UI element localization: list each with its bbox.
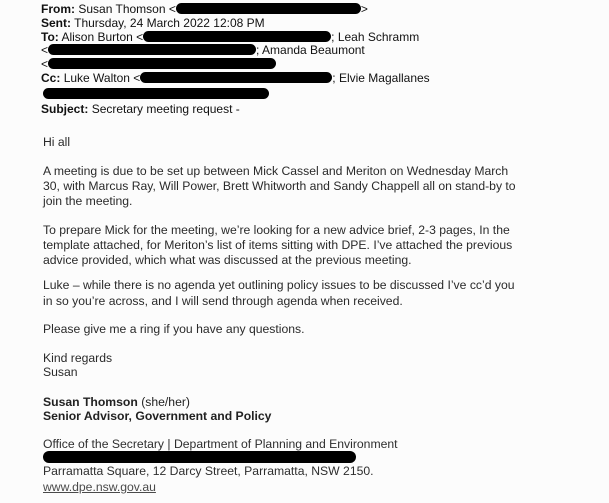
from-line bbox=[41, 3, 368, 15]
redaction-bar bbox=[43, 451, 356, 463]
signature-name-line bbox=[43, 396, 190, 408]
to-line2-open: < bbox=[41, 43, 49, 57]
subject-line bbox=[41, 103, 240, 115]
body-paragraph-line: in so you’re across, and I will send through agenda when received. bbox=[43, 294, 403, 308]
body-paragraph-line: advice provided, which what was discussed at the previous meeting. bbox=[43, 253, 412, 267]
redaction-bar bbox=[43, 88, 269, 99]
signature-address: Parramatta Square, 12 Darcy Street, Parramatta, NSW 2150. bbox=[43, 464, 374, 478]
signature-org: Office of the Secretary | Department of Planning and Environment bbox=[43, 437, 398, 451]
body-paragraph-line: join the meeting. bbox=[43, 194, 133, 208]
redaction-bar bbox=[176, 3, 361, 14]
to-line2-tail: ; Amanda Beaumont bbox=[256, 43, 365, 57]
signature-pronouns: (she/her) bbox=[137, 395, 190, 409]
greeting: Hi all bbox=[43, 135, 71, 149]
body-paragraph-line: template attached, for Meriton’s list of items sitting with DPE. I’ve attached the previous bbox=[43, 238, 513, 252]
cc-name: Luke Walton < bbox=[63, 71, 141, 85]
to-line bbox=[41, 31, 419, 43]
to-name: Alison Burton < bbox=[61, 30, 144, 44]
body-paragraph-line: Luke – while there is no agenda yet outlining policy issues to be discussed I’ve cc’d you bbox=[43, 278, 515, 292]
from-label: From: bbox=[41, 2, 75, 16]
body-paragraph-line: To prepare Mick for the meeting, we’re looking for a new advice brief, 2-3 pages, In the bbox=[43, 223, 510, 237]
sent-label: Sent: bbox=[41, 16, 71, 30]
from-name: Susan Thomson < bbox=[78, 2, 176, 16]
cc-line bbox=[41, 72, 430, 84]
sent-value: Thursday, 24 March 2022 12:08 PM bbox=[74, 16, 265, 30]
to-second: ; Leah Schramm bbox=[331, 30, 420, 44]
to-line-2 bbox=[41, 44, 365, 56]
cc-second: ; Elvie Magallanes bbox=[332, 71, 430, 85]
signoff: Kind regards bbox=[43, 351, 113, 365]
body-paragraph-line: 30, with Marcus Ray, Will Power, Brett Whitworth and Sandy Chappell all on stand-by to bbox=[43, 179, 516, 193]
signoff-name: Susan bbox=[43, 365, 78, 379]
to-line-3 bbox=[41, 58, 276, 70]
signature-name: Susan Thomson bbox=[43, 395, 138, 409]
subject-label: Subject: bbox=[41, 102, 89, 116]
from-tail: > bbox=[360, 2, 368, 16]
sent-line bbox=[41, 17, 265, 29]
cc-label: Cc: bbox=[41, 71, 61, 85]
redaction-bar bbox=[48, 44, 256, 55]
body-paragraph-line: Please give me a ring if you have any questions. bbox=[43, 322, 305, 336]
signature-title: Senior Advisor, Government and Policy bbox=[43, 409, 272, 423]
website-link[interactable]: www.dpe.nsw.gov.au bbox=[43, 480, 156, 494]
redaction-bar bbox=[143, 31, 331, 42]
body-paragraph-line: A meeting is due to be set up between Mick Cassel and Meriton on Wednesday March bbox=[43, 164, 509, 178]
subject-value: Secretary meeting request - bbox=[91, 102, 240, 116]
to-line3-open: < bbox=[41, 57, 49, 71]
redaction-bar bbox=[140, 72, 332, 83]
redaction-bar bbox=[48, 58, 276, 69]
to-label: To: bbox=[41, 30, 59, 44]
